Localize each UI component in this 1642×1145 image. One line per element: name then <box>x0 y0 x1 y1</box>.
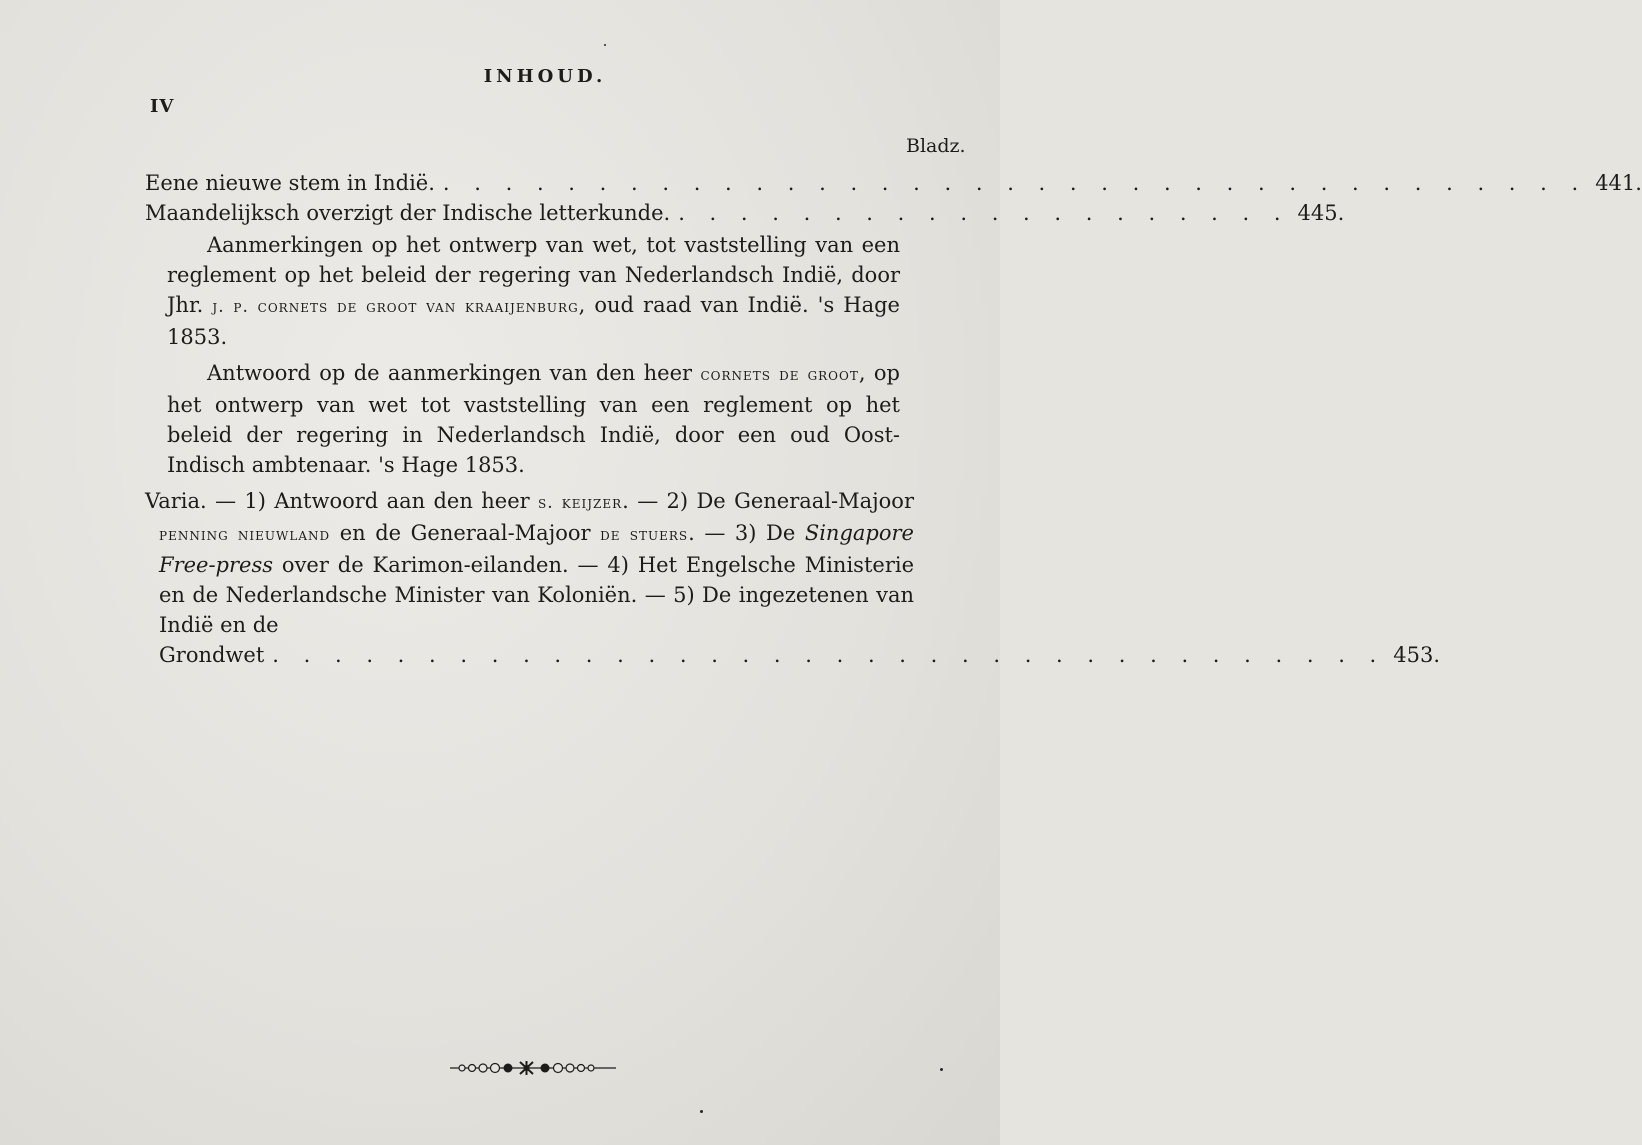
varia-text: . — 2) De Generaal-Majoor <box>622 489 914 513</box>
toc-entry-page: 445. <box>1297 201 1345 225</box>
toc-entry-title: Eene nieuwe stem in Indië. <box>145 171 435 195</box>
review-entry <box>145 358 900 480</box>
author-name: j. p. cornets de groot van kraaijenburg <box>212 297 579 317</box>
person-name: s. keijzer <box>538 493 623 513</box>
toc-entry-title: Maandelijksch overzigt der Indische letterkunde. <box>145 201 671 225</box>
review-text: , oud raad van Indië. 's Hage 1853. <box>167 293 900 349</box>
review-entry <box>145 230 900 352</box>
toc-entry-page: 453. <box>1393 643 1440 667</box>
bladz-column-label: Bladz. <box>906 135 966 157</box>
varia-text: over de Karimon-eilanden. — 4) Het Engelsche Ministerie en de Nederlandsche Minister van Koloniën. — 5) De ingezetenen van Indië en de <box>159 553 914 637</box>
toc-entry <box>145 168 1642 198</box>
toc-entry-page: 441. <box>1595 171 1642 195</box>
ink-speck <box>604 44 606 46</box>
newspaper-title: Singapore Free-press <box>159 521 914 577</box>
table-of-contents <box>145 168 1642 670</box>
review-text: , op het ontwerp van wet tot vaststelling van een reglement op het beleid der regering in Nederlandsch Indië, door een oud Oost-Indisch ambtenaar. 's Hage 1853. <box>167 361 901 477</box>
review-text: Antwoord op de aanmerkingen van den heer <box>207 361 693 385</box>
person-name: penning nieuwland <box>159 525 331 545</box>
varia-text: Varia. — 1) Antwoord aan den heer <box>145 489 530 513</box>
dot-leader: . . . . . . . . . . . . . . . . . . . . . . . . . . . . . . . . . . . . . <box>442 171 1588 195</box>
fleuron-divider-icon <box>448 1060 618 1076</box>
varia-text: . — 3) De <box>688 521 796 545</box>
person-name: de stuers <box>600 525 689 545</box>
review-text: Aanmerkingen op het ontwerp van wet, tot vaststelling van een reglement op het beleid der regering van Nederlandsch Indië, door Jhr. <box>167 233 900 317</box>
dot-leader: . . . . . . . . . . . . . . . . . . . . <box>678 201 1290 225</box>
page-number: IV <box>150 96 175 117</box>
ink-speck <box>700 1110 703 1113</box>
toc-entry-title: Grondwet <box>159 643 265 667</box>
varia-entry <box>145 486 914 640</box>
toc-entry <box>145 198 1345 228</box>
toc-entry <box>145 640 1440 670</box>
dot-leader: . . . . . . . . . . . . . . . . . . . . . . . . . . . . . . . . . . . . <box>272 643 1386 667</box>
varia-text: en de Generaal-Majoor <box>339 521 591 545</box>
page-title: INHOUD. <box>483 66 607 87</box>
ink-speck <box>940 1068 943 1071</box>
author-name: cornets de groot <box>700 365 859 385</box>
